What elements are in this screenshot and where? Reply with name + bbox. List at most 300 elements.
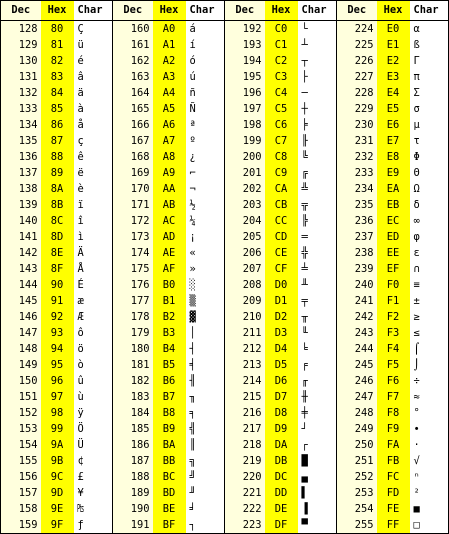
code-char: â — [74, 69, 113, 85]
code-char: Φ — [410, 149, 449, 165]
code-char: Ç — [74, 21, 113, 38]
code-dec: 246 — [337, 373, 377, 389]
code-hex: F5 — [377, 357, 410, 373]
code-char: Ü — [74, 437, 113, 453]
header-hex: Hex — [41, 1, 74, 21]
code-dec: 129 — [1, 37, 41, 53]
code-char: │ — [186, 325, 225, 341]
code-hex: 81 — [41, 37, 74, 53]
code-dec: 248 — [337, 405, 377, 421]
code-char: É — [74, 277, 113, 293]
code-dec: 199 — [225, 133, 265, 149]
code-hex: BA — [153, 437, 186, 453]
code-dec: 145 — [1, 293, 41, 309]
code-char: ╧ — [298, 261, 337, 277]
code-dec: 131 — [1, 69, 41, 85]
code-dec: 171 — [113, 197, 153, 213]
code-char: δ — [410, 197, 449, 213]
code-hex: F1 — [377, 293, 410, 309]
code-dec: 157 — [1, 485, 41, 501]
code-dec: 229 — [337, 101, 377, 117]
code-dec: 241 — [337, 293, 377, 309]
code-char: ─ — [298, 85, 337, 101]
code-dec: 202 — [225, 181, 265, 197]
code-char: « — [186, 245, 225, 261]
table-row — [1, 405, 449, 421]
code-char: ╒ — [298, 357, 337, 373]
code-char: ╖ — [186, 389, 225, 405]
table-row — [1, 341, 449, 357]
code-hex: EE — [377, 245, 410, 261]
code-hex: E3 — [377, 69, 410, 85]
code-hex: DE — [265, 501, 298, 517]
table-body — [1, 21, 449, 534]
code-hex: 9A — [41, 437, 74, 453]
code-dec: 231 — [337, 133, 377, 149]
table-row — [1, 261, 449, 277]
code-hex: F9 — [377, 421, 410, 437]
header-char: Char — [298, 1, 337, 21]
table-row — [1, 277, 449, 293]
code-char: ┤ — [186, 341, 225, 357]
code-hex: DC — [265, 469, 298, 485]
code-char: ≥ — [410, 309, 449, 325]
header-hex: Hex — [265, 1, 298, 21]
code-hex: D4 — [265, 341, 298, 357]
code-char: ▀ — [298, 517, 337, 534]
code-char: ╤ — [298, 293, 337, 309]
code-hex: D7 — [265, 389, 298, 405]
code-hex: 9B — [41, 453, 74, 469]
code-char: ² — [410, 485, 449, 501]
code-dec: 242 — [337, 309, 377, 325]
code-char: ¼ — [186, 213, 225, 229]
code-hex: A2 — [153, 53, 186, 69]
code-hex: C4 — [265, 85, 298, 101]
code-char: ┌ — [298, 437, 337, 453]
code-char: ╬ — [298, 245, 337, 261]
code-hex: B3 — [153, 325, 186, 341]
code-char: √ — [410, 453, 449, 469]
code-hex: 9C — [41, 469, 74, 485]
code-char: ╟ — [298, 133, 337, 149]
code-hex: D2 — [265, 309, 298, 325]
code-dec: 190 — [113, 501, 153, 517]
code-char: ° — [410, 405, 449, 421]
code-char: à — [74, 101, 113, 117]
code-hex: D0 — [265, 277, 298, 293]
code-char: ▌ — [298, 485, 337, 501]
code-hex: B1 — [153, 293, 186, 309]
code-char: ╓ — [298, 373, 337, 389]
code-char: ╔ — [298, 165, 337, 181]
code-dec: 220 — [225, 469, 265, 485]
code-char: î — [74, 213, 113, 229]
code-hex: A9 — [153, 165, 186, 181]
code-hex: 85 — [41, 101, 74, 117]
code-hex: AE — [153, 245, 186, 261]
code-char: ¥ — [74, 485, 113, 501]
header-dec: Dec — [113, 1, 153, 21]
code-hex: E8 — [377, 149, 410, 165]
header-dec: Dec — [337, 1, 377, 21]
code-hex: BF — [153, 517, 186, 534]
code-hex: AA — [153, 181, 186, 197]
code-dec: 194 — [225, 53, 265, 69]
code-char: ƒ — [74, 517, 113, 534]
code-char: ç — [74, 133, 113, 149]
code-dec: 188 — [113, 469, 153, 485]
code-char: å — [74, 117, 113, 133]
code-hex: C1 — [265, 37, 298, 53]
table-row — [1, 421, 449, 437]
code-hex: A7 — [153, 133, 186, 149]
code-dec: 150 — [1, 373, 41, 389]
table-row — [1, 453, 449, 469]
code-hex: E6 — [377, 117, 410, 133]
code-hex: 98 — [41, 405, 74, 421]
code-dec: 175 — [113, 261, 153, 277]
code-dec: 197 — [225, 101, 265, 117]
code-hex: FD — [377, 485, 410, 501]
table-row — [1, 69, 449, 85]
code-hex: A1 — [153, 37, 186, 53]
code-hex: CF — [265, 261, 298, 277]
code-hex: AB — [153, 197, 186, 213]
code-hex: B0 — [153, 277, 186, 293]
code-hex: 83 — [41, 69, 74, 85]
code-char: á — [186, 21, 225, 38]
code-char: ⁿ — [410, 469, 449, 485]
code-hex: B5 — [153, 357, 186, 373]
code-dec: 186 — [113, 437, 153, 453]
code-dec: 234 — [337, 181, 377, 197]
code-dec: 205 — [225, 229, 265, 245]
code-char: ═ — [298, 229, 337, 245]
code-hex: 8A — [41, 181, 74, 197]
code-hex: 8F — [41, 261, 74, 277]
table-row — [1, 357, 449, 373]
code-dec: 226 — [337, 53, 377, 69]
code-char: ╠ — [298, 213, 337, 229]
code-dec: 168 — [113, 149, 153, 165]
code-char: ÿ — [74, 405, 113, 421]
code-hex: D1 — [265, 293, 298, 309]
code-hex: BE — [153, 501, 186, 517]
code-hex: A6 — [153, 117, 186, 133]
code-dec: 154 — [1, 437, 41, 453]
code-hex: 97 — [41, 389, 74, 405]
code-dec: 206 — [225, 245, 265, 261]
code-dec: 216 — [225, 405, 265, 421]
table-row — [1, 149, 449, 165]
code-hex: F4 — [377, 341, 410, 357]
header-char: Char — [74, 1, 113, 21]
code-char: ñ — [186, 85, 225, 101]
code-char: è — [74, 181, 113, 197]
code-dec: 177 — [113, 293, 153, 309]
code-dec: 146 — [1, 309, 41, 325]
code-hex: ED — [377, 229, 410, 245]
code-hex: 82 — [41, 53, 74, 69]
code-hex: EA — [377, 181, 410, 197]
table-row — [1, 181, 449, 197]
code-hex: B8 — [153, 405, 186, 421]
code-dec: 140 — [1, 213, 41, 229]
code-char: é — [74, 53, 113, 69]
code-char: ╢ — [186, 373, 225, 389]
code-char: ö — [74, 341, 113, 357]
code-char: ╚ — [298, 149, 337, 165]
code-dec: 137 — [1, 165, 41, 181]
table-row — [1, 517, 449, 534]
code-char: └ — [298, 21, 337, 38]
code-hex: 96 — [41, 373, 74, 389]
code-char: ╙ — [298, 325, 337, 341]
code-char: ▒ — [186, 293, 225, 309]
code-dec: 214 — [225, 373, 265, 389]
code-char: Ö — [74, 421, 113, 437]
code-hex: 8B — [41, 197, 74, 213]
code-hex: CC — [265, 213, 298, 229]
code-dec: 153 — [1, 421, 41, 437]
code-char: ô — [74, 325, 113, 341]
code-dec: 132 — [1, 85, 41, 101]
code-dec: 180 — [113, 341, 153, 357]
code-dec: 195 — [225, 69, 265, 85]
code-hex: E2 — [377, 53, 410, 69]
table-row — [1, 325, 449, 341]
code-hex: 88 — [41, 149, 74, 165]
code-char: ╕ — [186, 405, 225, 421]
code-dec: 245 — [337, 357, 377, 373]
code-char: ≈ — [410, 389, 449, 405]
code-char: ⌐ — [186, 165, 225, 181]
code-dec: 255 — [337, 517, 377, 534]
code-hex: FC — [377, 469, 410, 485]
code-dec: 203 — [225, 197, 265, 213]
code-hex: AD — [153, 229, 186, 245]
code-char: ≤ — [410, 325, 449, 341]
code-char: ± — [410, 293, 449, 309]
code-dec: 160 — [113, 21, 153, 38]
code-char: π — [410, 69, 449, 85]
code-dec: 228 — [337, 85, 377, 101]
code-hex: C7 — [265, 133, 298, 149]
code-char: Θ — [410, 165, 449, 181]
code-char: ┘ — [298, 421, 337, 437]
code-char: ╣ — [186, 421, 225, 437]
code-dec: 209 — [225, 293, 265, 309]
code-hex: B9 — [153, 421, 186, 437]
code-char: ╘ — [298, 341, 337, 357]
header-char: Char — [410, 1, 449, 21]
code-char: ú — [186, 69, 225, 85]
code-char: ■ — [410, 501, 449, 517]
code-dec: 151 — [1, 389, 41, 405]
code-char: ╦ — [298, 197, 337, 213]
code-hex: DA — [265, 437, 298, 453]
code-dec: 158 — [1, 501, 41, 517]
code-hex: 9D — [41, 485, 74, 501]
code-char: ü — [74, 37, 113, 53]
code-dec: 217 — [225, 421, 265, 437]
code-hex: DB — [265, 453, 298, 469]
code-hex: 94 — [41, 341, 74, 357]
code-dec: 130 — [1, 53, 41, 69]
code-char: ä — [74, 85, 113, 101]
code-dec: 167 — [113, 133, 153, 149]
code-hex: E7 — [377, 133, 410, 149]
code-char: τ — [410, 133, 449, 149]
code-dec: 181 — [113, 357, 153, 373]
code-dec: 135 — [1, 133, 41, 149]
code-char: ë — [74, 165, 113, 181]
code-hex: E0 — [377, 21, 410, 38]
code-char: £ — [74, 469, 113, 485]
code-char: º — [186, 133, 225, 149]
code-dec: 247 — [337, 389, 377, 405]
code-char: ¢ — [74, 453, 113, 469]
code-char: » — [186, 261, 225, 277]
code-hex: C6 — [265, 117, 298, 133]
code-dec: 239 — [337, 261, 377, 277]
code-dec: 213 — [225, 357, 265, 373]
code-hex: A4 — [153, 85, 186, 101]
code-dec: 189 — [113, 485, 153, 501]
code-dec: 221 — [225, 485, 265, 501]
code-hex: 86 — [41, 117, 74, 133]
code-hex: DF — [265, 517, 298, 534]
code-dec: 218 — [225, 437, 265, 453]
code-dec: 201 — [225, 165, 265, 181]
code-dec: 250 — [337, 437, 377, 453]
code-dec: 173 — [113, 229, 153, 245]
code-char: ì — [74, 229, 113, 245]
code-dec: 211 — [225, 325, 265, 341]
code-hex: B7 — [153, 389, 186, 405]
code-dec: 224 — [337, 21, 377, 38]
code-hex: CA — [265, 181, 298, 197]
code-dec: 240 — [337, 277, 377, 293]
code-dec: 243 — [337, 325, 377, 341]
table-row — [1, 245, 449, 261]
code-char: α — [410, 21, 449, 38]
code-hex: C8 — [265, 149, 298, 165]
code-char: ∙ — [410, 421, 449, 437]
code-char: σ — [410, 101, 449, 117]
code-char: █ — [298, 453, 337, 469]
table-row — [1, 197, 449, 213]
code-dec: 165 — [113, 101, 153, 117]
code-dec: 198 — [225, 117, 265, 133]
code-dec: 230 — [337, 117, 377, 133]
code-hex: EF — [377, 261, 410, 277]
code-hex: 99 — [41, 421, 74, 437]
code-hex: 95 — [41, 357, 74, 373]
code-hex: E9 — [377, 165, 410, 181]
code-char: ┴ — [298, 37, 337, 53]
code-char: ┼ — [298, 101, 337, 117]
code-char: ║ — [186, 437, 225, 453]
table-row — [1, 373, 449, 389]
code-hex: D6 — [265, 373, 298, 389]
code-dec: 252 — [337, 469, 377, 485]
table-row — [1, 309, 449, 325]
table-row — [1, 85, 449, 101]
table-row — [1, 53, 449, 69]
code-char: ░ — [186, 277, 225, 293]
code-hex: F3 — [377, 325, 410, 341]
code-hex: FB — [377, 453, 410, 469]
code-char: Å — [74, 261, 113, 277]
code-dec: 183 — [113, 389, 153, 405]
table-row — [1, 469, 449, 485]
code-hex: A5 — [153, 101, 186, 117]
code-hex: 87 — [41, 133, 74, 149]
code-hex: E4 — [377, 85, 410, 101]
code-char: ▓ — [186, 309, 225, 325]
code-hex: 91 — [41, 293, 74, 309]
code-hex: 9F — [41, 517, 74, 534]
header-hex: Hex — [153, 1, 186, 21]
code-dec: 232 — [337, 149, 377, 165]
code-dec: 233 — [337, 165, 377, 181]
code-hex: FA — [377, 437, 410, 453]
code-hex: CD — [265, 229, 298, 245]
code-dec: 178 — [113, 309, 153, 325]
code-char: ¿ — [186, 149, 225, 165]
code-hex: F0 — [377, 277, 410, 293]
code-dec: 210 — [225, 309, 265, 325]
code-char: Æ — [74, 309, 113, 325]
code-dec: 208 — [225, 277, 265, 293]
code-char: ╛ — [186, 501, 225, 517]
code-hex: 8D — [41, 229, 74, 245]
code-dec: 152 — [1, 405, 41, 421]
table-row — [1, 437, 449, 453]
code-dec: 254 — [337, 501, 377, 517]
code-char: ╜ — [186, 485, 225, 501]
code-dec: 142 — [1, 245, 41, 261]
code-hex: B2 — [153, 309, 186, 325]
code-char: ⌡ — [410, 357, 449, 373]
code-char: ▄ — [298, 469, 337, 485]
code-char: ▐ — [298, 501, 337, 517]
code-dec: 149 — [1, 357, 41, 373]
code-char: ≡ — [410, 277, 449, 293]
code-char: ∞ — [410, 213, 449, 229]
code-dec: 147 — [1, 325, 41, 341]
code-hex: B4 — [153, 341, 186, 357]
code-dec: 235 — [337, 197, 377, 213]
code-char: ï — [74, 197, 113, 213]
code-dec: 144 — [1, 277, 41, 293]
table-row — [1, 37, 449, 53]
code-hex: 8E — [41, 245, 74, 261]
code-hex: C2 — [265, 53, 298, 69]
code-dec: 128 — [1, 21, 41, 38]
code-dec: 191 — [113, 517, 153, 534]
code-dec: 163 — [113, 69, 153, 85]
code-char: ₧ — [74, 501, 113, 517]
code-hex: 8C — [41, 213, 74, 229]
code-dec: 172 — [113, 213, 153, 229]
code-char: ┐ — [186, 517, 225, 534]
code-hex: 90 — [41, 277, 74, 293]
code-dec: 192 — [225, 21, 265, 38]
code-char: µ — [410, 117, 449, 133]
